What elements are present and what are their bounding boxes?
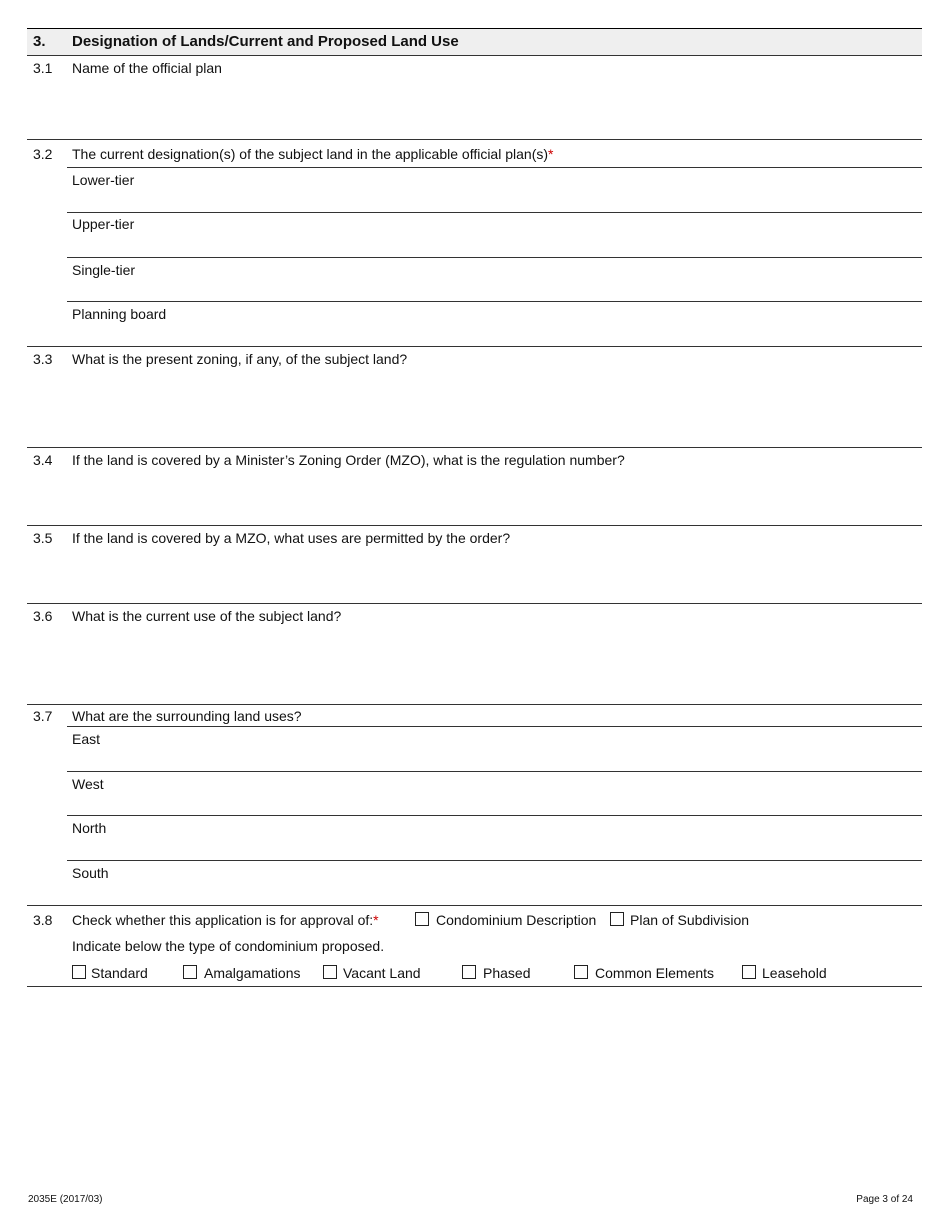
divider (67, 815, 922, 816)
standard-label: Standard (91, 965, 148, 981)
present-zoning-field[interactable] (70, 372, 924, 446)
q35-number: 3.5 (33, 530, 53, 546)
divider (27, 525, 922, 526)
west-label: West (72, 776, 104, 792)
leasehold-label: Leasehold (762, 965, 827, 981)
q37-label: What are the surrounding land uses? (72, 708, 302, 724)
leasehold-checkbox[interactable] (742, 965, 756, 979)
lower-tier-label: Lower-tier (72, 172, 135, 188)
condominium-description-checkbox[interactable] (415, 912, 429, 926)
east-label: East (72, 731, 101, 747)
divider (67, 771, 922, 772)
section-end-rule (27, 986, 922, 987)
official-plan-name-field[interactable] (70, 80, 924, 137)
plan-of-subdivision-label: Plan of Subdivision (630, 912, 750, 928)
q34-number: 3.4 (33, 452, 53, 468)
mzo-regulation-number-field[interactable] (70, 472, 924, 524)
q32-label: The current designation(s) of the subject land in the applicable official plan(s)* (72, 146, 554, 162)
phased-checkbox[interactable] (462, 965, 476, 979)
q35-label: If the land is covered by a MZO, what uses are permitted by the order? (72, 530, 511, 546)
condominium-type-instruction: Indicate below the type of condominium proposed. (72, 938, 385, 954)
phased-label: Phased (483, 965, 531, 981)
q37-number: 3.7 (33, 708, 53, 724)
page-number: Page 3 of 24 (856, 1194, 913, 1205)
vacant-land-label: Vacant Land (343, 965, 421, 981)
form-identifier: 2035E (2017/03) (28, 1194, 103, 1205)
divider (27, 704, 922, 705)
planning-board-field[interactable] (70, 324, 924, 346)
north-land-use-field[interactable] (70, 838, 924, 859)
required-asterisk: * (373, 912, 379, 928)
q38-number: 3.8 (33, 912, 53, 928)
current-use-field[interactable] (70, 628, 924, 702)
upper-tier-field[interactable] (70, 234, 924, 256)
divider (67, 212, 922, 213)
section-bottom-rule (27, 55, 922, 56)
lower-tier-field[interactable] (70, 190, 924, 212)
south-land-use-field[interactable] (70, 883, 924, 904)
planning-board-label: Planning board (72, 306, 167, 322)
q31-number: 3.1 (33, 60, 53, 76)
common-elements-checkbox[interactable] (574, 965, 588, 979)
q36-number: 3.6 (33, 608, 53, 624)
q38-label: Check whether this application is for approval of:* (72, 912, 379, 928)
q36-label: What is the current use of the subject land? (72, 608, 342, 624)
upper-tier-label: Upper-tier (72, 216, 135, 232)
divider (67, 301, 922, 302)
single-tier-label: Single-tier (72, 262, 136, 278)
divider (67, 726, 922, 727)
divider (27, 603, 922, 604)
plan-of-subdivision-checkbox[interactable] (610, 912, 624, 926)
south-label: South (72, 865, 109, 881)
q33-label: What is the present zoning, if any, of the subject land? (72, 351, 408, 367)
q32-number: 3.2 (33, 146, 53, 162)
q34-label: If the land is covered by a Minister’s Zoning Order (MZO), what is the regulation number? (72, 452, 625, 468)
mzo-permitted-uses-field[interactable] (70, 550, 924, 602)
section-title: Designation of Lands/Current and Proposed Land Use (72, 33, 459, 50)
condominium-description-label: Condominium Description (436, 912, 597, 928)
divider (27, 139, 922, 140)
standard-checkbox[interactable] (72, 965, 86, 979)
divider (27, 346, 922, 347)
west-land-use-field[interactable] (70, 794, 924, 815)
divider (27, 447, 922, 448)
amalgamations-label: Amalgamations (204, 965, 301, 981)
common-elements-label: Common Elements (595, 965, 715, 981)
north-label: North (72, 820, 107, 836)
east-land-use-field[interactable] (70, 749, 924, 770)
q31-label: Name of the official plan (72, 60, 222, 76)
divider (27, 905, 922, 906)
divider (67, 860, 922, 861)
q33-number: 3.3 (33, 351, 53, 367)
required-asterisk: * (548, 146, 554, 162)
single-tier-field[interactable] (70, 280, 924, 301)
section-number: 3. (33, 33, 46, 50)
divider (67, 257, 922, 258)
amalgamations-checkbox[interactable] (183, 965, 197, 979)
vacant-land-checkbox[interactable] (323, 965, 337, 979)
divider (67, 167, 922, 168)
